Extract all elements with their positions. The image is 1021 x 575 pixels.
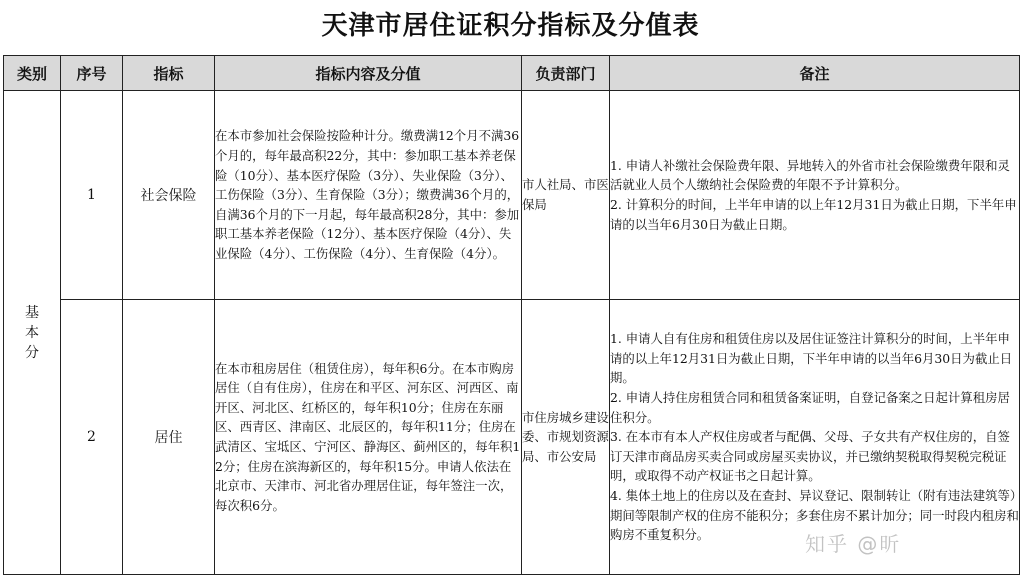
dept-cell: 市人社局、市医保局	[522, 91, 610, 300]
seq-cell: 1	[61, 91, 123, 300]
watermark-text: 知乎 @昕	[805, 532, 902, 556]
table-row	[4, 91, 1020, 300]
dept-cell: 市住房城乡建设委、市规划资源局、市公安局	[522, 300, 610, 575]
notes-cell	[610, 91, 1020, 300]
score-table	[3, 55, 1020, 575]
indicator-cell: 居住	[123, 300, 215, 575]
header-seq: 序号	[61, 56, 123, 91]
category-cell	[4, 91, 61, 575]
indicator-cell: 社会保险	[123, 91, 215, 300]
page-title: 天津市居住证积分指标及分值表	[321, 11, 700, 41]
header-dept: 负责部门	[522, 56, 610, 91]
note-item: 4. 集体土地上的住房以及在查封、异议登记、限制转让（附有违法建筑等）期间等限制产权的住房不能积分；多套住房不累计加分；同一时段内租房和购房不重复积分。	[610, 487, 1019, 543]
header-row	[4, 56, 1020, 91]
header-indicator: 指标	[123, 56, 215, 91]
note-item: 2. 申请人持住房租赁合同和租赁备案证明，自登记备案之日起计算租房居住积分。	[610, 390, 1010, 425]
content-cell: 在本市参加社会保险按险种计分。缴费满12个月不满36个月的，每年最高积22分，其中：参加职工基本养老保险（10分）、基本医疗保险（3分）、失业保险（3分）、工伤保险（3分）、生育保险（3分）；缴费满36个月的，自满36个月的下一月起，每年最高积28分，其中：参加职工基本养老保险（12分）、基本医疗保险（4分）、失业保险（4分）、工伤保险（4分）、生育保险（4分）。	[215, 91, 522, 300]
header-content: 指标内容及分值	[215, 56, 522, 91]
header-category: 类别	[4, 56, 61, 91]
content-cell: 在本市租房居住（租赁住房），每年积6分。在本市购房居住（自有住房），住房在和平区、河东区、河西区、南开区、河北区、红桥区的，每年积10分；住房在东丽区、西青区、津南区、北辰区的，每年积11分；住房在武清区、宝坻区、宁河区、静海区、蓟州区的，每年积12分；住房在滨海新区的，每年积15分。申请人依法在北京市、天津市、河北省办理居住证，每年签注一次，每次积6分。	[215, 300, 522, 575]
note-item: 2. 计算积分的时间，上半年申请的以上年12月31日为截止日期，下半年申请的以当年6月30日为截止日期。	[610, 197, 1017, 232]
category-label: 基 本 分	[25, 304, 39, 361]
note-item: 1. 申请人自有住房和租赁住房以及居住证签注计算积分的时间，上半年申请的以上年12月31日为截止日期，下半年申请的以当年6月30日为截止日期。	[610, 331, 1013, 386]
note-item: 1. 申请人补缴社会保险费年限、异地转入的外省市社会保险缴费年限和灵活就业人员个人缴纳社会保险费的年限不予计算积分。	[610, 157, 1010, 193]
header-notes: 备注	[610, 56, 1020, 91]
note-item: 3. 在本市有本人产权住房或者与配偶、父母、子女共有产权住房的，自签订天津市商品房买卖合同或房屋买卖协议，并已缴纳契税取得契税完税证明，或取得不动产权证书之日起计算。	[610, 429, 1010, 484]
seq-cell: 2	[61, 300, 123, 575]
